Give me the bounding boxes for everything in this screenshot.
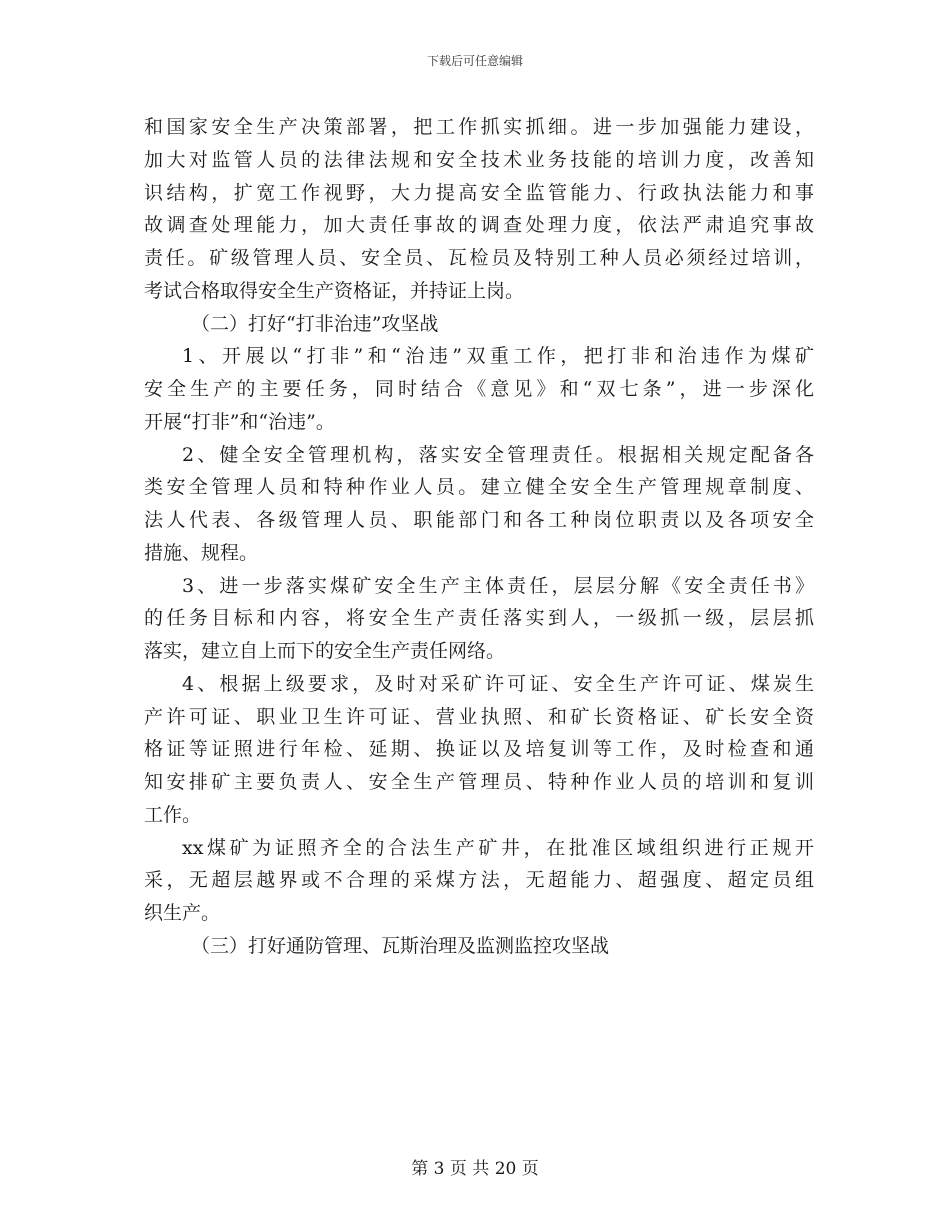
paragraph-line: 安全生产的主要任务，同时结合《意见》和“双七条”，进一步深化 xyxy=(144,378,814,400)
document-body xyxy=(144,111,814,963)
paragraph-line: 责任。矿级管理人员、安全员、瓦检员及特别工种人员必须经过培训， xyxy=(144,247,814,269)
paragraph-line: 知安排矿主要负责人、安全生产管理员、特种作业人员的培训和复训 xyxy=(144,771,814,793)
paragraph-line: 工作。 xyxy=(144,803,202,826)
page-footer: 第 3 页 共 20 页 xyxy=(411,1159,539,1179)
paragraph-line: 1、开展以“打非”和“治违”双重工作，把打非和治违作为煤矿 xyxy=(182,345,814,368)
paragraph-line: 措施、规程。 xyxy=(144,541,259,564)
paragraph-line: 的任务目标和内容，将安全生产责任落实到人，一级抓一级，层层抓 xyxy=(144,607,814,630)
paragraph-line: 4、根据上级要求，及时对采矿许可证、安全生产许可证、煤炭生 xyxy=(182,672,814,695)
paragraph-line: 故调查处理能力，加大责任事故的调查处理力度，依法严肃追究事故 xyxy=(144,214,814,237)
paragraph-line: 加大对监管人员的法律法规和安全技术业务技能的培训力度，改善知 xyxy=(144,148,814,171)
paragraph-line: xx煤矿为证照齐全的合法生产矿井，在批准区域组织进行正规开 xyxy=(182,836,814,859)
paragraph-line: 织生产。 xyxy=(144,902,221,924)
paragraph-line: 3、进一步落实煤矿安全生产主体责任，层层分解《安全责任书》 xyxy=(182,574,814,597)
paragraph-line: 采，无超层越界或不合理的采煤方法，无超能力、超强度、超定员组 xyxy=(144,869,814,892)
paragraph-line: 格证等证照进行年检、延期、换证以及培复训等工作，及时检查和通 xyxy=(144,738,814,761)
paragraph-line: 产许可证、职业卫生许可证、营业执照、和矿长资格证、矿长安全资 xyxy=(144,705,814,728)
paragraph-line: 法人代表、各级管理人员、职能部门和各工种岗位职责以及各项安全 xyxy=(144,509,814,531)
paragraph-line: 和国家安全生产决策部署，把工作抓实抓细。进一步加强能力建设， xyxy=(144,116,814,138)
paragraph-line: 落实，建立自上而下的安全生产责任网络。 xyxy=(144,640,506,662)
section-heading: （三）打好通防管理、瓦斯治理及监测监控攻坚战 xyxy=(191,934,610,957)
page-header: 下载后可任意编辑 xyxy=(426,54,523,68)
paragraph-line: 识结构，扩宽工作视野，大力提高安全监管能力、行政执法能力和事 xyxy=(144,181,814,204)
paragraph-line: 类安全管理人员和特种作业人员。建立健全安全生产管理规章制度、 xyxy=(144,476,814,499)
paragraph-line: 2、健全安全管理机构，落实安全管理责任。根据相关规定配备各 xyxy=(182,443,814,466)
paragraph-line: 开展“打非”和“治违”。 xyxy=(144,410,335,433)
paragraph-line: 考试合格取得安全生产资格证，并持证上岗。 xyxy=(144,279,525,302)
section-heading: （二）打好“打非治违”攻坚战 xyxy=(191,312,439,335)
